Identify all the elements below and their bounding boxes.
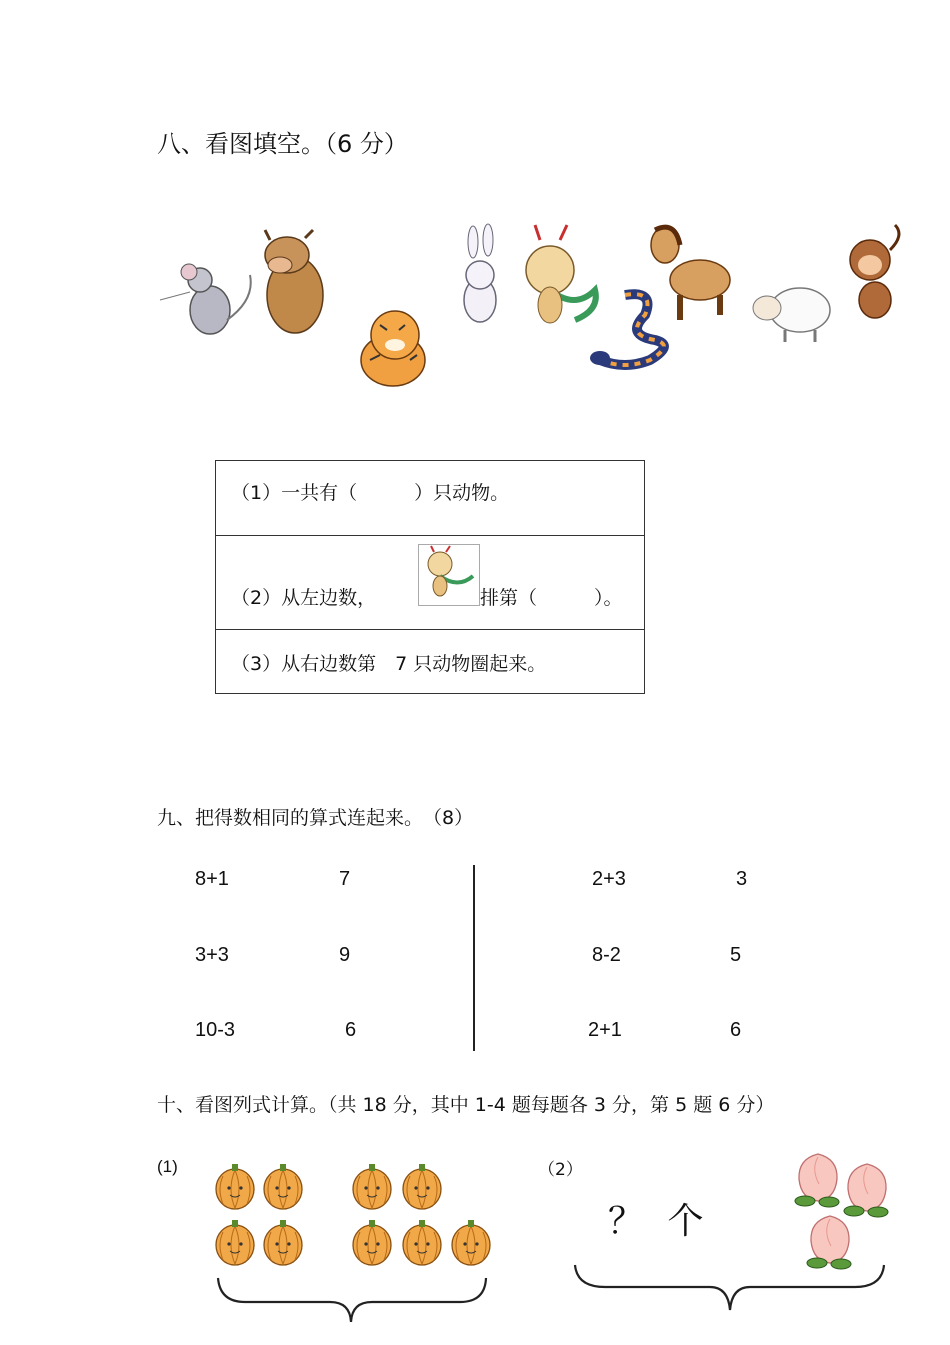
left-expression-2: 3+3: [195, 944, 229, 966]
section-10-title: 十、看图列式计算。（共 18 分，其中 1-4 题每题各 3 分，第 5 题 6 分）: [157, 1094, 775, 1116]
pumpkin-icon: [216, 1220, 254, 1265]
peach-icon: [807, 1216, 851, 1269]
fill-in-table: [215, 460, 645, 694]
left-value-3: 6: [345, 1019, 357, 1041]
left-expression-1: 8+1: [195, 868, 229, 890]
left-value-2: 9: [339, 944, 351, 966]
pumpkin-icon: [403, 1164, 441, 1209]
pumpkin-icon: [216, 1164, 254, 1209]
pumpkin-icon: [353, 1164, 391, 1209]
section-8-title: 八、看图填空。（6 分）: [157, 130, 408, 158]
sheep-icon: [753, 288, 830, 342]
question-2-prompt: ？ 个: [608, 1201, 710, 1242]
right-expression-3: 2+1: [588, 1019, 622, 1041]
question-1-text: （1）一共有（ ）只动物。: [231, 482, 510, 504]
right-expression-2: 8-2: [592, 944, 621, 966]
horse-icon: [651, 227, 730, 320]
rat-icon: [160, 264, 251, 334]
pumpkin-icon: [264, 1164, 302, 1209]
pumpkin-icon: [452, 1220, 490, 1265]
question-2-text-before: （2）从左边数，: [231, 587, 377, 609]
peaches-illustration: [570, 1145, 890, 1320]
right-value-2: 5: [730, 944, 742, 966]
table-row-2: [216, 536, 644, 630]
pumpkins-illustration: [205, 1160, 505, 1335]
pumpkin-icon: [353, 1220, 391, 1265]
left-expression-3: 10-3: [195, 1019, 236, 1041]
question-2-text-after: 排第（ ）。: [480, 587, 623, 609]
right-value-1: 3: [736, 868, 748, 890]
table-row-1: [216, 461, 644, 536]
right-value-3: 6: [730, 1019, 742, 1041]
table-row-3: [216, 630, 644, 695]
right-expression-1: 2+3: [592, 868, 626, 890]
section-9-title: 九、把得数相同的算式连起来。 （8）: [157, 807, 474, 829]
vertical-divider: [473, 865, 475, 1051]
tiger-icon: [361, 311, 425, 386]
pumpkin-icon: [264, 1220, 302, 1265]
curly-brace-icon: [218, 1278, 486, 1322]
snake-icon: [590, 294, 664, 365]
question-3-text: （3）从右边数第 7 只动物圈起来。: [231, 653, 547, 675]
pumpkin-icon: [403, 1220, 441, 1265]
dragon-icon: [526, 225, 596, 323]
ox-icon: [265, 230, 323, 333]
peach-icon: [795, 1154, 839, 1207]
monkey-icon: [850, 225, 899, 318]
zodiac-animals-illustration: [155, 220, 905, 395]
question-2-label: （2）: [538, 1160, 583, 1180]
curly-brace-icon: [575, 1265, 884, 1310]
question-1-label: (1): [157, 1157, 178, 1176]
peach-icon: [844, 1164, 888, 1217]
dragon-thumbnail-icon: [418, 544, 480, 606]
left-value-1: 7: [339, 868, 351, 890]
rabbit-icon: [464, 224, 496, 322]
